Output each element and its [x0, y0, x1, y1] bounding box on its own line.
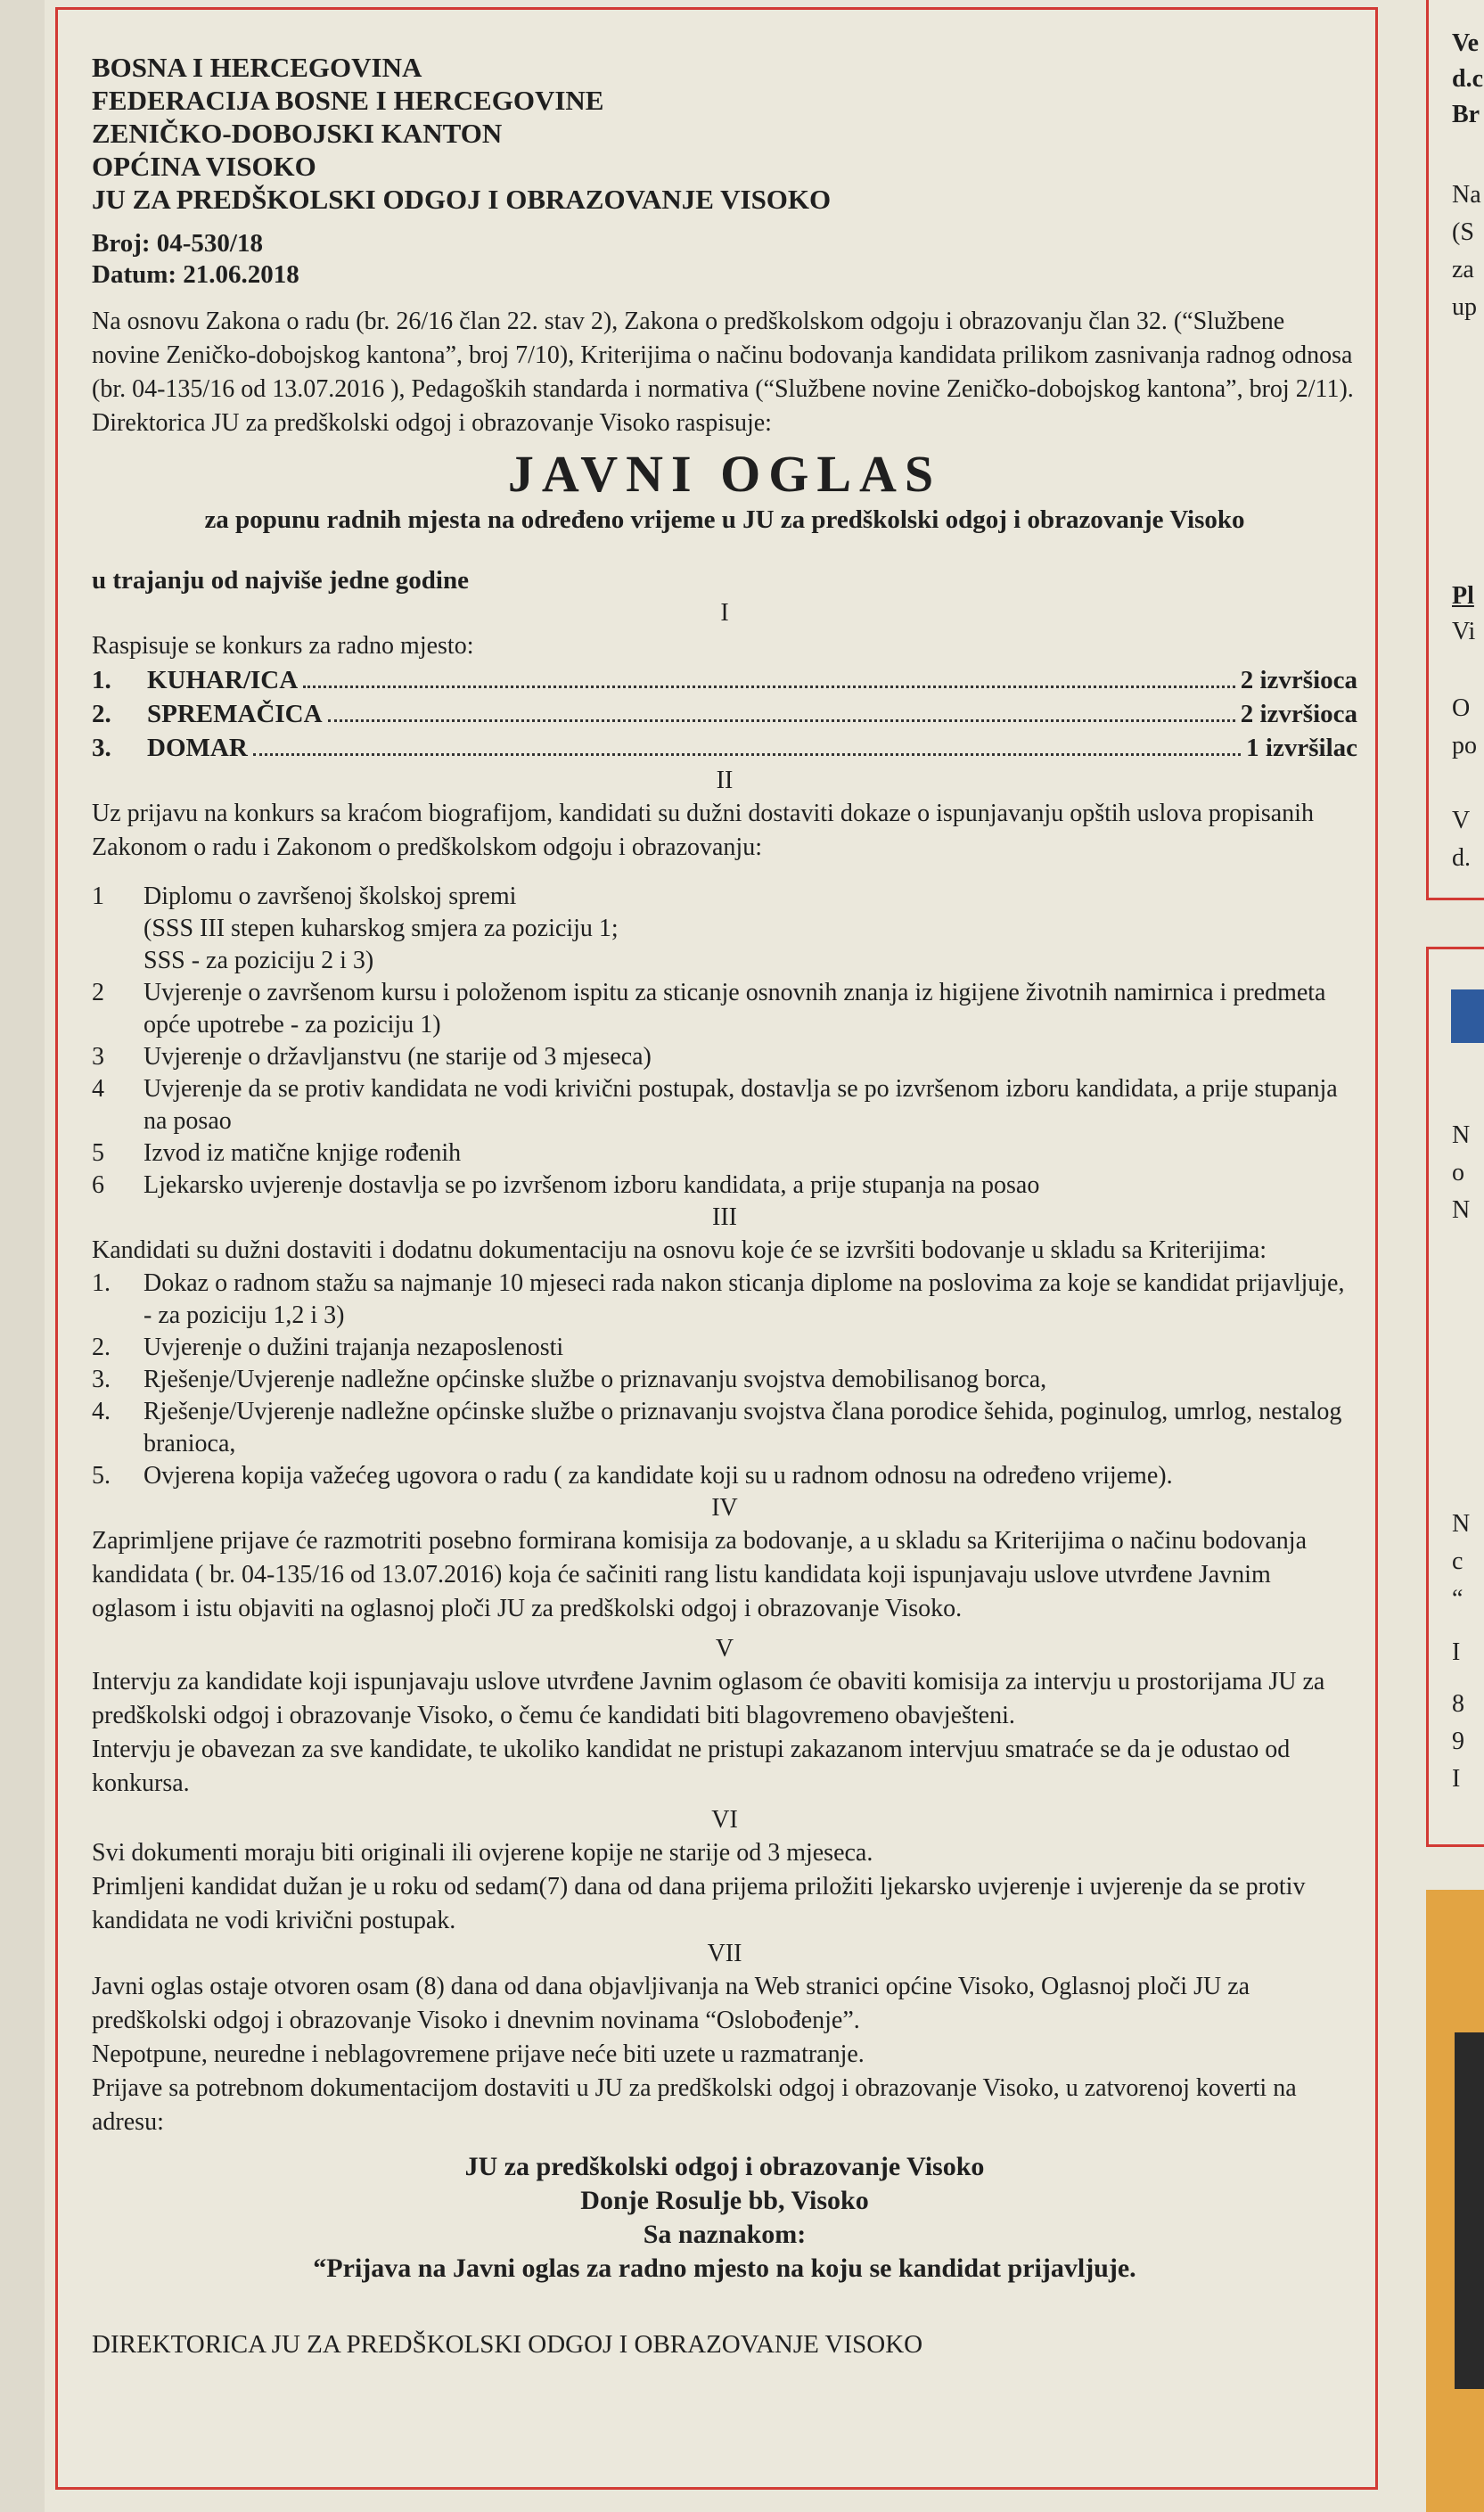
adjacent-text: o — [1452, 1159, 1464, 1186]
list-item — [92, 1396, 1357, 1460]
section-numeral: II — [716, 767, 734, 794]
job-ad-content — [92, 51, 1357, 2360]
item-text — [143, 881, 1357, 977]
item-sub-text: SSS - za poziciju 2 i 3) — [143, 947, 374, 974]
adjacent-text: po — [1452, 732, 1477, 759]
adjacent-text: Vi — [1452, 618, 1476, 645]
adjacent-logo-fragment — [1451, 989, 1484, 1043]
list-item — [92, 1137, 1357, 1170]
adjacent-text: V — [1452, 807, 1471, 834]
section-2-intro: Uz prijavu na konkurs sa kraćom biografijom, kandidati su dužni dostaviti dokaze o ispunjavanju opštih uslova propisanih Zakonom o radu i Zakonom o predškolskom odgoju i obrazovanju: — [92, 800, 1314, 861]
item-text: Izvod iz matične knjige rođenih — [143, 1139, 462, 1167]
adjacent-text: d. — [1452, 844, 1471, 872]
institution-header — [92, 51, 1357, 216]
address-line: JU za predškolski odgoj i obrazovanje Visoko — [464, 2152, 985, 2181]
address-line: “Prijava na Javni oglas za radno mjesto na koju se kandidat prijavljuje. — [313, 2253, 1136, 2283]
signature-line: DIREKTORICA JU ZA PREDŠKOLSKI ODGOJ I OBRAZOVANJE VISOKO — [92, 2330, 923, 2359]
position-row — [92, 731, 1357, 765]
item-number: 5. — [92, 1462, 111, 1490]
item-text: Rješenje/Uvjerenje nadležne općinske službe o priznavanju svojstva demobilisanog borca, — [143, 1366, 1047, 1393]
adjacent-image-fragment — [1455, 2032, 1484, 2389]
position-count: 1 izvršilac — [1246, 734, 1357, 762]
list-item — [92, 977, 1357, 1041]
item-number: 4 — [92, 1075, 104, 1103]
list-item — [92, 881, 1357, 977]
item-number: 3. — [92, 1366, 111, 1393]
document-reference — [92, 228, 1357, 291]
adjacent-text: (S — [1452, 218, 1474, 246]
section-1-intro: Raspisuje se konkurs za radno mjesto: — [92, 632, 474, 660]
item-number: 6 — [92, 1171, 104, 1199]
section-7-paragraph: Prijave sa potrebnom dokumentacijom dostaviti u JU za predškolski odgoj i obrazovanje Visoko, u zatvorenoj koverti na adresu: — [92, 2074, 1297, 2136]
adjacent-text: “ — [1452, 1585, 1464, 1613]
adjacent-text: O — [1452, 694, 1471, 722]
list-item — [92, 1268, 1357, 1332]
list-item — [92, 1041, 1357, 1073]
header-line: FEDERACIJA BOSNE I HERCEGOVINE — [92, 85, 604, 116]
list-item — [92, 1073, 1357, 1137]
item-text: Uvjerenje o dužini trajanja nezaposlenosti — [143, 1334, 564, 1361]
item-number: 2. — [92, 1334, 111, 1361]
item-number: 4. — [92, 1398, 111, 1425]
position-count: 2 izvršioca — [1240, 666, 1357, 694]
section-7-paragraph: Javni oglas ostaje otvoren osam (8) dana od dana objavljivanja na Web stranici općine Visoko, Oglasnoj ploči JU za predškolski odgoj i obrazovanje Visoko i dnevnim novinama “Oslobođenje”. — [92, 1973, 1250, 2034]
section-4-text: Zaprimljene prijave će razmotriti posebno formirana komisija za bodovanje, a u skladu sa Kriterijima o načinu bodovanja kandidata ( br. 04-135/16 od 13.07.2016) koja će sačiniti rang listu kandidata koji ispunjavaju uslove utvrđene Javnim oglasom i istu objaviti na oglasnoj ploči JU za predškolski odgoj i obrazovanje Visoko. — [92, 1527, 1307, 1622]
adjacent-text: I — [1452, 1638, 1461, 1666]
section-numeral: VII — [707, 1940, 742, 1967]
list-item — [92, 1332, 1357, 1364]
dot-leader — [328, 719, 1235, 722]
position-name: SPREMAČICA — [147, 700, 323, 728]
ad-subtitle: za popunu radnih mjesta na određeno vrijeme u JU za predškolski odgoj i obrazovanje Visoko — [204, 505, 1245, 534]
position-row — [92, 663, 1357, 697]
position-number: 2. — [92, 700, 111, 728]
item-text: Dokaz o radnom stažu sa najmanje 10 mjeseci rada nakon sticanja diplome na poslovima za koje se kandidat prijavljuje, - za poziciju 1,2 i 3) — [143, 1269, 1345, 1329]
list-item — [92, 1364, 1357, 1396]
adjacent-text: Na — [1452, 181, 1481, 209]
header-line: JU ZA PREDŠKOLSKI ODGOJ I OBRAZOVANJE VISOKO — [92, 184, 832, 215]
section-6-paragraph: Svi dokumenti moraju biti originali ili ovjerene kopije ne starije od 3 mjeseca. — [92, 1839, 873, 1867]
item-number: 3 — [92, 1043, 104, 1071]
item-text: Ovjerena kopija važećeg ugovora o radu ( za kandidate koji su u radnom odnosu na određeno vrijeme). — [143, 1462, 1173, 1490]
position-number: 3. — [92, 734, 111, 762]
adjacent-text: N — [1452, 1196, 1471, 1224]
adjacent-ad-top — [1426, 0, 1484, 900]
adjacent-text: 9 — [1452, 1728, 1464, 1755]
adjacent-text: N — [1452, 1510, 1471, 1538]
adjacent-text: d.c — [1452, 65, 1483, 93]
adjacent-text: I — [1452, 1765, 1461, 1793]
announcement-text: Direktorica JU za predškolski odgoj i obrazovanje Visoko raspisuje: — [92, 409, 772, 437]
adjacent-text: 8 — [1452, 1690, 1464, 1718]
section-numeral: VI — [711, 1806, 738, 1834]
item-text: Rješenje/Uvjerenje nadležne općinske službe o priznavanju svojstva člana porodice šehida, poginulog, umrlog, nestalog branioca, — [143, 1398, 1342, 1457]
section-numeral: III — [712, 1203, 737, 1231]
address-line: Sa naznakom: — [643, 2220, 807, 2249]
item-text: Ljekarsko uvjerenje dostavlja se po izvršenom izboru kandidata, a prije stupanja na posao — [143, 1171, 1040, 1199]
item-text: Uvjerenje o državljanstvu (ne starije od 3 mjeseca) — [143, 1043, 652, 1071]
adjacent-text: c — [1452, 1547, 1464, 1575]
job-ad-box — [55, 7, 1378, 2490]
section-6-paragraph: Primljeni kandidat dužan je u roku od sedam(7) dana od dana prijema priložiti ljekarsko uvjerenje i uvjerenje da se protiv kandidata ne vodi krivični postupak. — [92, 1873, 1306, 1934]
item-text: Uvjerenje da se protiv kandidata ne vodi krivični postupak, dostavlja se po izvršenom izboru kandidata, a prije stupanja na posao — [143, 1075, 1338, 1135]
header-line: ZENIČKO-DOBOJSKI KANTON — [92, 118, 503, 149]
header-line: BOSNA I HERCEGOVINA — [92, 52, 422, 83]
dot-leader — [303, 685, 1235, 688]
section-numeral: I — [720, 599, 729, 627]
adjacent-text: up — [1452, 293, 1477, 321]
ad-duration: u trajanju od najviše jedne godine — [92, 566, 469, 595]
adjacent-text: Br — [1452, 101, 1480, 128]
section-7-paragraph: Nepotpune, neuredne i neblagovremene prijave neće biti uzete u razmatranje. — [92, 2040, 865, 2068]
scoring-documents-list — [92, 1268, 1357, 1492]
ad-title: JAVNI OGLAS — [507, 445, 942, 503]
section-5-paragraph: Intervju za kandidate koji ispunjavaju uslove utvrđene Javnim oglasom će obaviti komisija za intervju u prostorijama JU za predškolski odgoj i obrazovanje Visoko, o čemu će kandidati biti blagovremeno obavješteni. — [92, 1668, 1325, 1729]
dot-leader — [253, 753, 1241, 756]
adjacent-text: za — [1452, 256, 1474, 283]
adjacent-text: Ve — [1452, 29, 1480, 57]
header-line: OPĆINA VISOKO — [92, 151, 316, 182]
item-number: 2 — [92, 979, 104, 1006]
adjacent-text: Pl — [1452, 582, 1474, 610]
general-requirements-list — [92, 881, 1357, 1202]
section-numeral: V — [715, 1635, 734, 1662]
item-sub-text: (SSS III stepen kuharskog smjera za poziciju 1; — [143, 915, 619, 942]
section-3-intro: Kandidati su dužni dostaviti i dodatnu dokumentaciju na osnovu koje će se izvršiti bodovanje u skladu sa Kriterijima: — [92, 1236, 1267, 1264]
adjacent-ad-middle — [1426, 947, 1484, 1847]
item-number: 1. — [92, 1269, 111, 1297]
position-count: 2 izvršioca — [1240, 700, 1357, 728]
position-name: DOMAR — [147, 734, 248, 762]
document-date: Datum: 21.06.2018 — [92, 260, 299, 289]
list-item — [92, 1170, 1357, 1202]
legal-basis-text: Na osnovu Zakona o radu (br. 26/16 član 22. stav 2), Zakona o predškolskom odgoju i obrazovanju član 32. (“Službene novine Zeničko-dobojskog kantona”, broj 7/10), Kriterijima o načinu bodovanja kandidata prilikom zasnivanja radnog odnosa (br. 04-135/16 od 13.07.2016 ), Pedagoških standarda i normativa (“Službene novine Zeničko-dobojskog kantona”, broj 2/11). — [92, 308, 1354, 403]
document-number: Broj: 04-530/18 — [92, 229, 263, 258]
section-5-paragraph: Intervju je obavezan za sve kandidate, te ukoliko kandidat ne pristupi zakazanom intervjuu smatraće se da je odustao od konkursa. — [92, 1736, 1291, 1797]
adjacent-text: N — [1452, 1121, 1471, 1149]
page-edge — [0, 0, 45, 2512]
list-item — [92, 1460, 1357, 1492]
item-text: Uvjerenje o završenom kursu i položenom ispitu za sticanje osnovnih znanja iz higijene životnih namirnica i predmeta opće upotrebe - za poziciju 1) — [143, 979, 1326, 1038]
position-number: 1. — [92, 666, 111, 694]
item-number: 1 — [92, 882, 104, 910]
mailing-address — [92, 2150, 1357, 2286]
section-numeral: IV — [711, 1494, 738, 1522]
position-name: KUHAR/ICA — [147, 666, 299, 694]
address-line: Donje Rosulje bb, Visoko — [580, 2186, 869, 2215]
positions-list — [92, 663, 1357, 765]
item-main-text: Diplomu o završenoj školskoj spremi — [143, 882, 517, 910]
item-number: 5 — [92, 1139, 104, 1167]
position-row — [92, 697, 1357, 731]
